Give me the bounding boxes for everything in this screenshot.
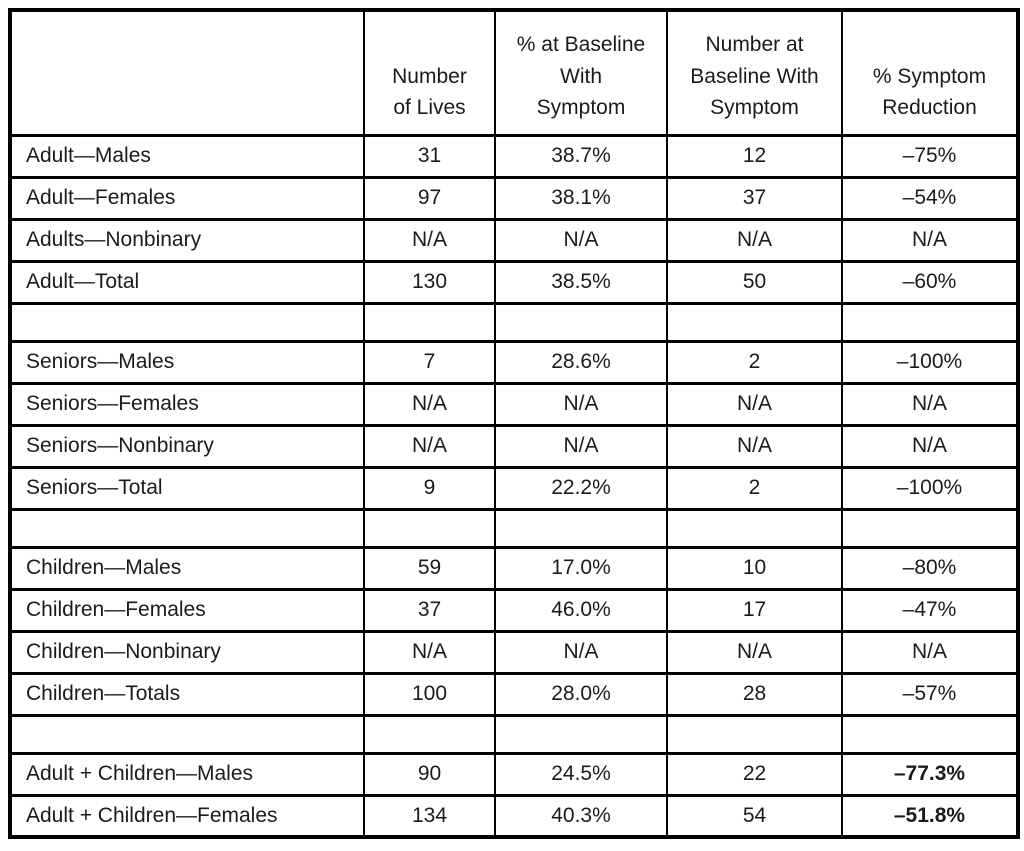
data-cell-pct-symptom-reduction: N/A — [842, 383, 1018, 425]
data-cell-number-at-baseline-with-symptom: 12 — [667, 135, 842, 177]
data-cell-pct-at-baseline-with-symptom: 46.0% — [495, 589, 667, 631]
spacer-row — [10, 715, 1018, 753]
data-cell-pct-at-baseline-with-symptom: N/A — [495, 425, 667, 467]
row-label: Children—Totals — [10, 673, 364, 715]
data-cell-number-of-lives: 7 — [364, 341, 495, 383]
column-header-number-of-lives: Number of Lives — [364, 10, 495, 135]
empty-cell — [10, 509, 364, 547]
table-row — [10, 589, 1018, 631]
empty-cell — [495, 715, 667, 753]
data-cell-number-at-baseline-with-symptom: N/A — [667, 383, 842, 425]
empty-cell — [842, 509, 1018, 547]
data-cell-pct-at-baseline-with-symptom: 17.0% — [495, 547, 667, 589]
empty-cell — [364, 303, 495, 341]
table-row — [10, 795, 1018, 837]
table-body — [10, 135, 1018, 837]
data-cell-number-at-baseline-with-symptom: N/A — [667, 219, 842, 261]
data-cell-pct-symptom-reduction: –77.3% — [842, 753, 1018, 795]
table-row — [10, 547, 1018, 589]
empty-cell — [495, 303, 667, 341]
data-cell-number-at-baseline-with-symptom: 10 — [667, 547, 842, 589]
data-cell-number-of-lives: 97 — [364, 177, 495, 219]
data-cell-number-at-baseline-with-symptom: 17 — [667, 589, 842, 631]
data-cell-pct-at-baseline-with-symptom: 38.5% — [495, 261, 667, 303]
data-cell-number-of-lives: N/A — [364, 631, 495, 673]
table-row — [10, 753, 1018, 795]
empty-cell — [495, 509, 667, 547]
row-label: Seniors—Total — [10, 467, 364, 509]
data-cell-pct-at-baseline-with-symptom: 24.5% — [495, 753, 667, 795]
data-cell-number-of-lives: N/A — [364, 425, 495, 467]
spacer-row — [10, 509, 1018, 547]
row-label: Seniors—Females — [10, 383, 364, 425]
empty-cell — [364, 509, 495, 547]
data-cell-number-of-lives: N/A — [364, 383, 495, 425]
data-cell-number-at-baseline-with-symptom: 37 — [667, 177, 842, 219]
data-cell-pct-symptom-reduction: N/A — [842, 631, 1018, 673]
data-cell-number-at-baseline-with-symptom: 50 — [667, 261, 842, 303]
column-header-number-at-baseline-with-symptom: Number at Baseline With Symptom — [667, 10, 842, 135]
empty-cell — [10, 715, 364, 753]
data-cell-number-of-lives: 130 — [364, 261, 495, 303]
data-cell-pct-at-baseline-with-symptom: 38.1% — [495, 177, 667, 219]
row-label: Adult + Children—Males — [10, 753, 364, 795]
row-label: Children—Nonbinary — [10, 631, 364, 673]
data-cell-pct-at-baseline-with-symptom: N/A — [495, 219, 667, 261]
data-cell-number-at-baseline-with-symptom: 2 — [667, 467, 842, 509]
data-cell-number-of-lives: 100 — [364, 673, 495, 715]
data-cell-pct-symptom-reduction: –100% — [842, 467, 1018, 509]
table-row — [10, 673, 1018, 715]
data-cell-pct-symptom-reduction: –75% — [842, 135, 1018, 177]
spacer-row — [10, 303, 1018, 341]
data-cell-number-of-lives: 134 — [364, 795, 495, 837]
data-cell-number-of-lives: 37 — [364, 589, 495, 631]
table-row — [10, 219, 1018, 261]
empty-cell — [667, 715, 842, 753]
empty-cell — [667, 509, 842, 547]
data-cell-pct-symptom-reduction: –100% — [842, 341, 1018, 383]
data-cell-pct-symptom-reduction: –54% — [842, 177, 1018, 219]
data-cell-number-of-lives: N/A — [364, 219, 495, 261]
row-label: Seniors—Nonbinary — [10, 425, 364, 467]
table-row — [10, 261, 1018, 303]
row-label: Adults—Nonbinary — [10, 219, 364, 261]
data-cell-number-at-baseline-with-symptom: 2 — [667, 341, 842, 383]
column-header-pct-at-baseline-with-symptom: % at Baseline With Symptom — [495, 10, 667, 135]
data-cell-number-of-lives: 59 — [364, 547, 495, 589]
row-label: Adult—Males — [10, 135, 364, 177]
row-label: Children—Females — [10, 589, 364, 631]
data-cell-number-at-baseline-with-symptom: 54 — [667, 795, 842, 837]
table-row — [10, 341, 1018, 383]
table-row — [10, 467, 1018, 509]
empty-cell — [364, 715, 495, 753]
symptom-reduction-table — [8, 8, 1020, 839]
data-cell-pct-at-baseline-with-symptom: 28.6% — [495, 341, 667, 383]
table-row — [10, 383, 1018, 425]
data-cell-pct-at-baseline-with-symptom: 22.2% — [495, 467, 667, 509]
data-cell-pct-symptom-reduction: –51.8% — [842, 795, 1018, 837]
data-cell-pct-symptom-reduction: –57% — [842, 673, 1018, 715]
data-cell-pct-at-baseline-with-symptom: 40.3% — [495, 795, 667, 837]
table-row — [10, 135, 1018, 177]
data-cell-number-at-baseline-with-symptom: N/A — [667, 631, 842, 673]
column-header-pct-symptom-reduction: % Symptom Reduction — [842, 10, 1018, 135]
row-label: Adult—Total — [10, 261, 364, 303]
data-cell-pct-symptom-reduction: –80% — [842, 547, 1018, 589]
row-label: Seniors—Males — [10, 341, 364, 383]
data-cell-pct-at-baseline-with-symptom: N/A — [495, 631, 667, 673]
data-cell-pct-symptom-reduction: N/A — [842, 425, 1018, 467]
empty-cell — [10, 303, 364, 341]
column-header-group — [10, 10, 364, 135]
data-cell-pct-symptom-reduction: –47% — [842, 589, 1018, 631]
data-cell-pct-symptom-reduction: –60% — [842, 261, 1018, 303]
table-header-row — [10, 10, 1018, 135]
data-cell-number-of-lives: 9 — [364, 467, 495, 509]
data-cell-pct-at-baseline-with-symptom: 28.0% — [495, 673, 667, 715]
row-label: Adult + Children—Females — [10, 795, 364, 837]
data-cell-pct-at-baseline-with-symptom: N/A — [495, 383, 667, 425]
empty-cell — [842, 715, 1018, 753]
data-cell-number-at-baseline-with-symptom: 22 — [667, 753, 842, 795]
empty-cell — [842, 303, 1018, 341]
row-label: Adult—Females — [10, 177, 364, 219]
table-row — [10, 425, 1018, 467]
row-label: Children—Males — [10, 547, 364, 589]
data-cell-pct-at-baseline-with-symptom: 38.7% — [495, 135, 667, 177]
data-cell-number-of-lives: 31 — [364, 135, 495, 177]
data-cell-number-of-lives: 90 — [364, 753, 495, 795]
empty-cell — [667, 303, 842, 341]
data-cell-number-at-baseline-with-symptom: N/A — [667, 425, 842, 467]
data-cell-number-at-baseline-with-symptom: 28 — [667, 673, 842, 715]
data-cell-pct-symptom-reduction: N/A — [842, 219, 1018, 261]
table-row — [10, 631, 1018, 673]
table-row — [10, 177, 1018, 219]
